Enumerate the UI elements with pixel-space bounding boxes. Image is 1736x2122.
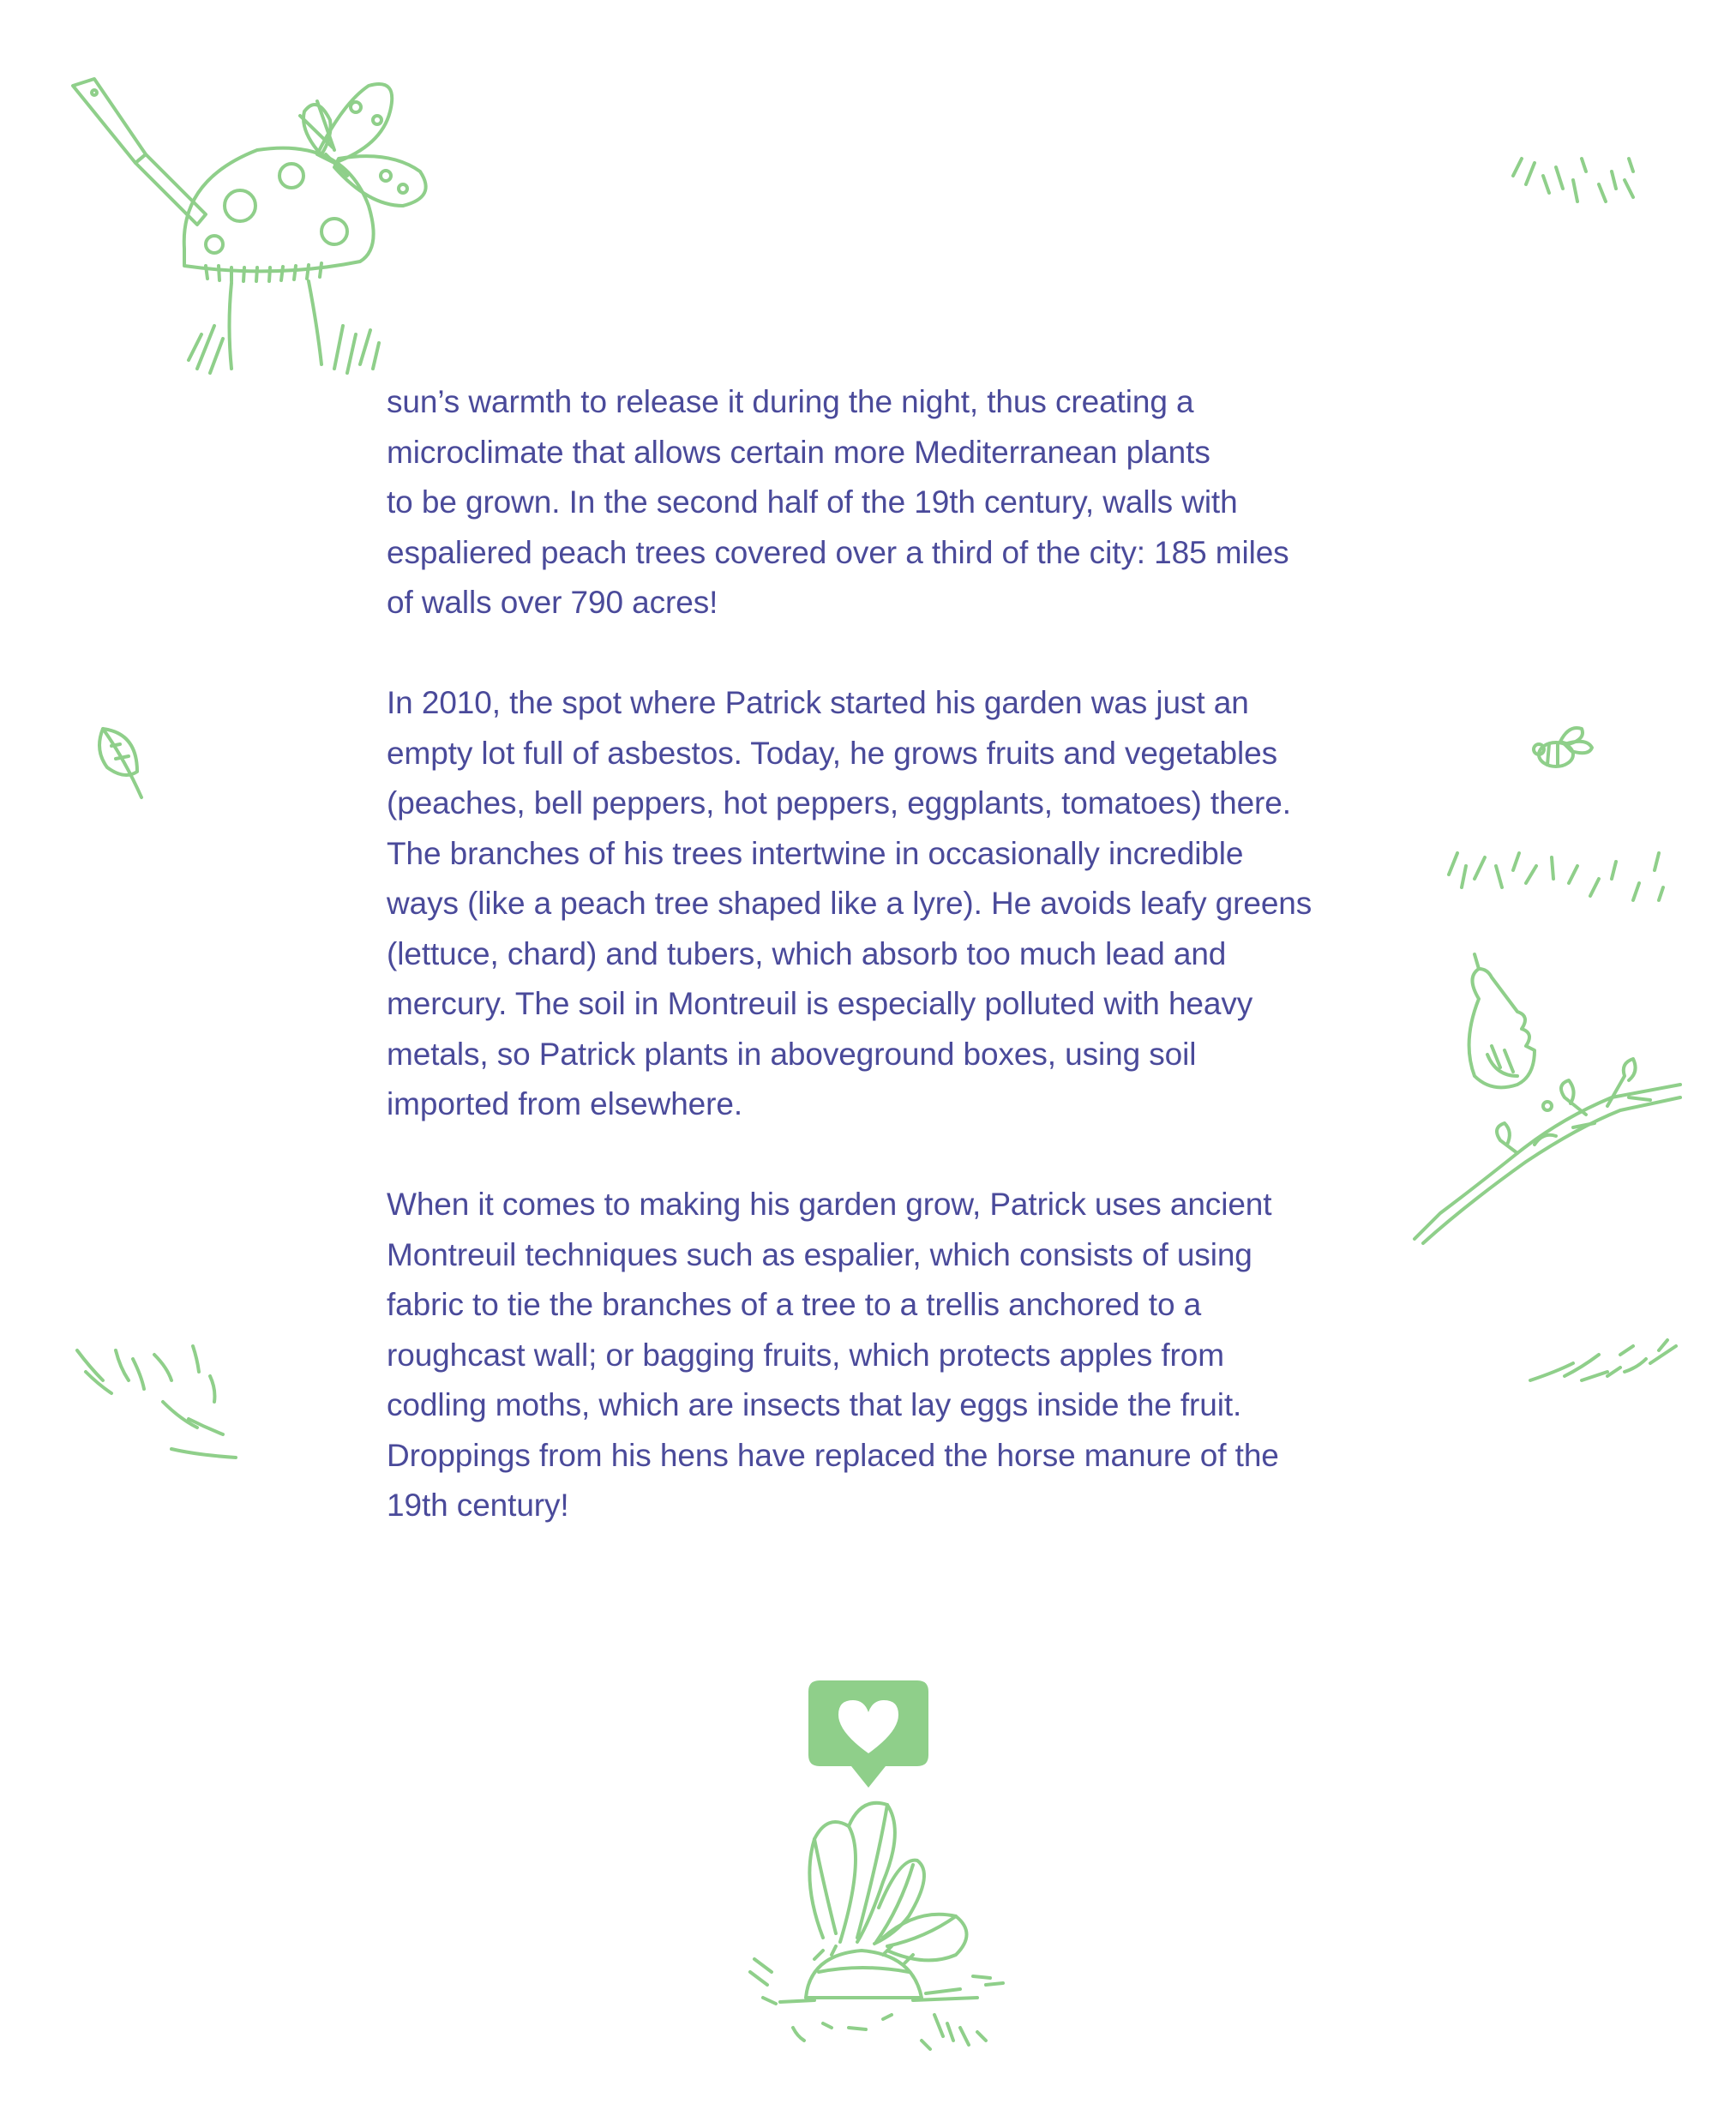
paragraph-3: When it comes to making his garden grow, Patrick uses ancient Montreuil techniques such as espalier, which consists of using fabric to tie the branches of a tree to a trellis anchored to a roughcast wall; or bagging fruits, which protects apples from codling moths, which are insects that lay eggs inside the fruit. Droppings from his hens have replaced the horse manure of the 19th century! [387,1187,1279,1523]
mushroom-knife-butterfly-icon [60,69,454,386]
pear-branch-icon [1406,947,1689,1247]
heart-speech-bubble-icon [804,1676,933,1796]
grass-tufts-icon [69,1342,249,1470]
paragraph-1: sun’s warmth to release it during the night, thus creating a microclimate that allows certain more Mediterranean plants to be grown. In the second half of the 19th century, walls with espaliered peach trees covered over a third of the city: 185 miles of walls over 790 acres! [387,384,1289,620]
grass-tufts-icon [1505,150,1642,219]
leaf-icon [90,720,159,806]
grass-tufts-icon [1522,1333,1685,1385]
sprouting-turnip-icon [729,1779,1037,2062]
paragraph-2: In 2010, the spot where Patrick started his garden was just an empty lot full of asbestos. Today, he grows fruits and vegetables (peaches, bell peppers, hot peppers, eggplants, tomatoes) there. The branches of his trees intertwine in occasionally incredible ways (like a peach tree shaped like a lyre). He avoids leafy greens (lettuce, chard) and tubers, which absorb too much lead and mercury. The soil in Montreuil is especially polluted with heavy metals, so Patrick plants in aboveground boxes, using soil imported from elsewhere. [387,685,1313,1121]
article-text [387,377,1364,1581]
grass-tufts-icon [1440,840,1672,917]
bee-icon [1522,720,1599,780]
